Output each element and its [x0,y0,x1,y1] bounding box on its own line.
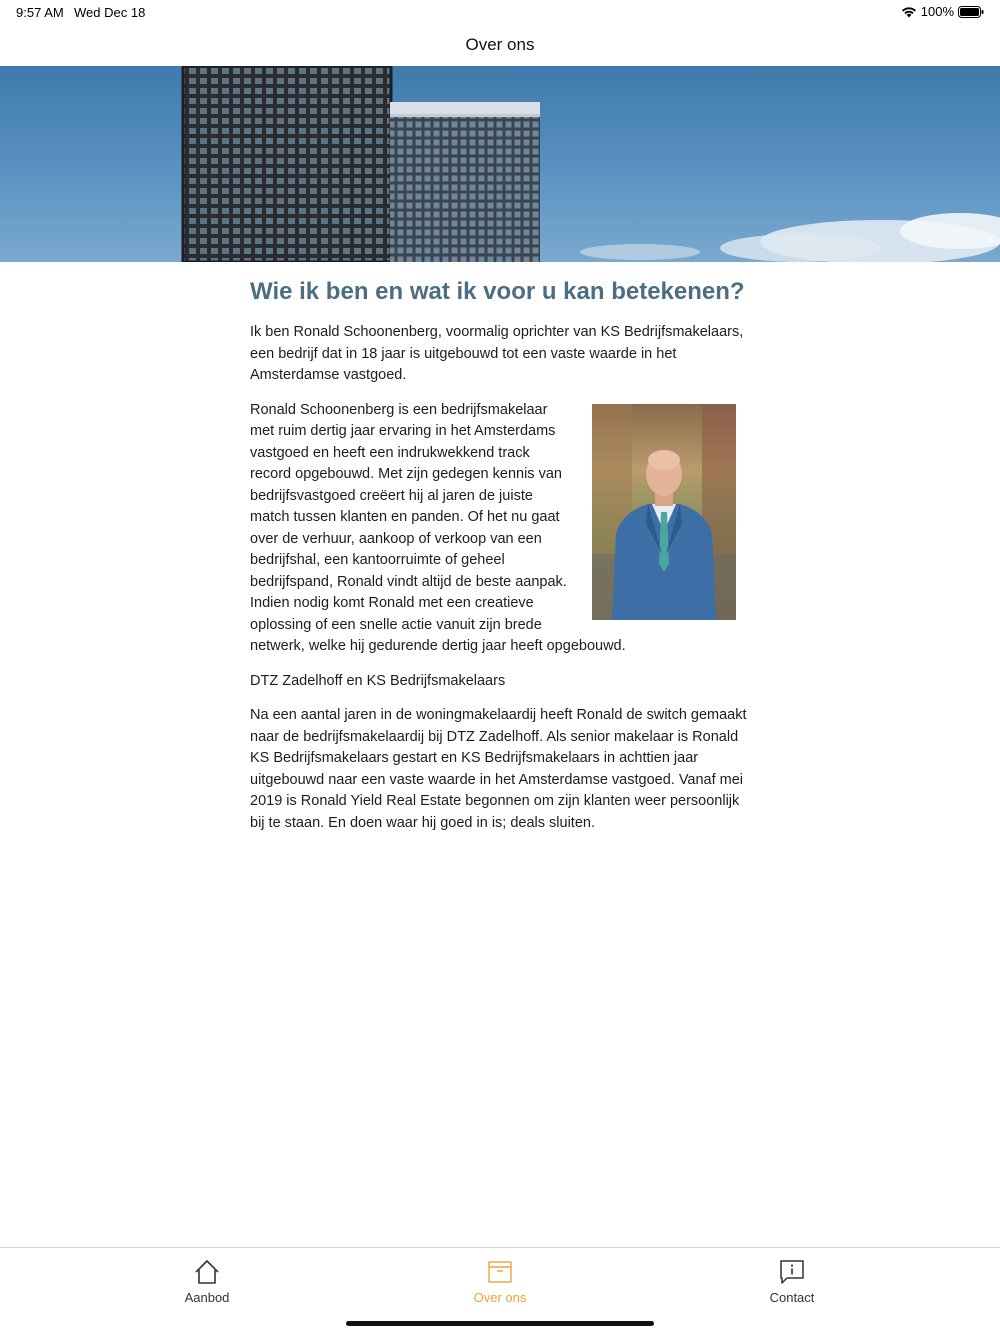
home-indicator[interactable] [346,1321,654,1326]
experience-paragraph: Ronald Schoonenberg is een bedrijfsmakelaar met ruim dertig jaar ervaring in het Amsterdams vastgoed en heeft een indrukwekkend track record opgebouwd. Met zijn gedegen kennis van bedrijfsvastgoed creëert hij al jaren de juiste match tussen klanten en panden. Of het nu gaat over de verhuur, aankoop of verkoop van een bedrijfshal, een kantoorruimte of geheel bedrijfspand, Ronald vindt altijd de beste aanpak. Indien nodig komt Ronald met een creatieve oplossing of een snelle actie vanuit zijn brede netwerk, welke hij gedurende dertig jaar heeft opgebouwd. [250,401,626,654]
article [250,278,750,847]
wifi-icon [901,6,917,18]
hero-image-buildings [0,66,1000,262]
battery-percentage: 100% [920,4,954,19]
tab-over-ons-label: Over ons [473,1290,527,1305]
portrait-photo [592,404,736,620]
battery-icon [958,6,984,18]
page-title: Over ons [465,35,535,54]
status-date: Wed Dec 18 [74,5,146,20]
info-chat-icon [778,1258,806,1286]
tab-aanbod-label: Aanbod [184,1290,230,1305]
status-bar [0,0,1000,24]
status-indicators [901,4,984,19]
tab-aanbod[interactable] [147,1258,267,1305]
section-subtitle: DTZ Zadelhoff en KS Bedrijfsmakelaars [250,672,506,689]
article-heading: Wie ik ben en wat ik voor u kan betekenen? [250,278,745,305]
tab-contact-label: Contact [769,1290,815,1305]
home-icon [193,1258,221,1286]
tab-over-ons[interactable] [440,1258,560,1305]
status-time: 9:57 AM [16,5,64,20]
history-paragraph: Na een aantal jaren in de woningmakelaardij heeft Ronald de switch gemaakt naar de bedrijfsmakelaardij bij DTZ Zadelhoff. Als senior makelaar is Ronald KS Bedrijfsmakelaars gestart en KS Bedrijfsmakelaars in achttien jaar uitgebouwd naar een vaste waarde in het Amsterdamse vastgoed. Vanaf mei 2019 is Ronald Yield Real Estate begonnen om zijn klanten weer persoonlijk bij te staan. En doen waar hij goed in is; deals sluiten. [250,707,747,831]
navigation-bar [0,24,1000,66]
box-icon [486,1258,514,1286]
intro-paragraph: Ik ben Ronald Schoonenberg, voormalig oprichter van KS Bedrijfsmakelaars, een bedrijf dat in 18 jaar is uitgebouwd tot een vaste waarde in het Amsterdamse vastgoed. [250,324,744,383]
tab-contact[interactable] [732,1258,852,1305]
